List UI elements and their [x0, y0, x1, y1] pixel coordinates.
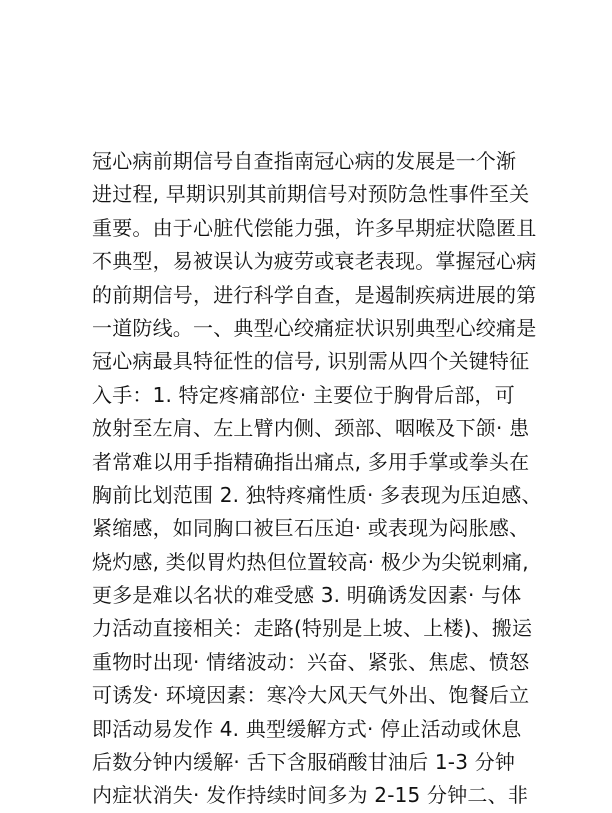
- text-line: 放射至左肩、左上臂内侧、颈部、咽喉及下颌· 患: [92, 416, 530, 441]
- body-text: [92, 145, 542, 813]
- text-line: 一道防线。一、典型心绞痛症状识别典型心绞痛是: [92, 315, 537, 340]
- text-line: 重要。由于心脏代偿能力强，许多早期症状隐匿且: [92, 215, 537, 240]
- text-line: 后数分钟内缓解· 舌下含服硝酸甘油后 1-3 分钟: [92, 750, 516, 775]
- text-line: 可诱发· 环境因素：寒冷大风天气外出、饱餐后立: [92, 683, 530, 708]
- text-line: 的前期信号，进行科学自查，是遏制疾病进展的第: [92, 282, 537, 307]
- text-line: 重物时出现· 情绪波动：兴奋、紧张、焦虑、愤怒: [92, 649, 530, 674]
- text-line: 冠心病前期信号自查指南冠心病的发展是一个渐: [92, 149, 517, 173]
- text-line: 更多是难以名状的难受感 3. 明确诱发因素· 与体: [92, 583, 522, 608]
- text-line: 即活动易发作 4. 典型缓解方式· 停止活动或休息: [92, 716, 522, 741]
- text-line: 内症状消失· 发作持续时间多为 2-15 分钟二、非: [92, 783, 529, 808]
- text-line: 紧缩感，如同胸口被巨石压迫· 或表现为闷胀感、: [92, 516, 530, 541]
- text-line: 者常难以用手指精确指出痛点, 多用手掌或拳头在: [92, 449, 530, 474]
- text-line: 胸前比划范围 2. 独特疼痛性质· 多表现为压迫感、: [92, 482, 542, 507]
- text-line: 烧灼感, 类似胃灼热但位置较高· 极少为尖锐刺痛,: [92, 549, 529, 574]
- text-line: 力活动直接相关：走路(特别是上坡、上楼)、搬运: [92, 616, 533, 641]
- text-line: 冠心病最具特征性的信号, 识别需从四个关键特征: [92, 349, 530, 374]
- text-line: 进过程, 早期识别其前期信号对预防急性事件至关: [92, 182, 530, 207]
- text-line: 入手：1. 特定疼痛部位· 主要位于胸骨后部，可: [92, 382, 515, 407]
- text-line: 不典型，易被误认为疲劳或衰老表现。掌握冠心病: [92, 249, 537, 274]
